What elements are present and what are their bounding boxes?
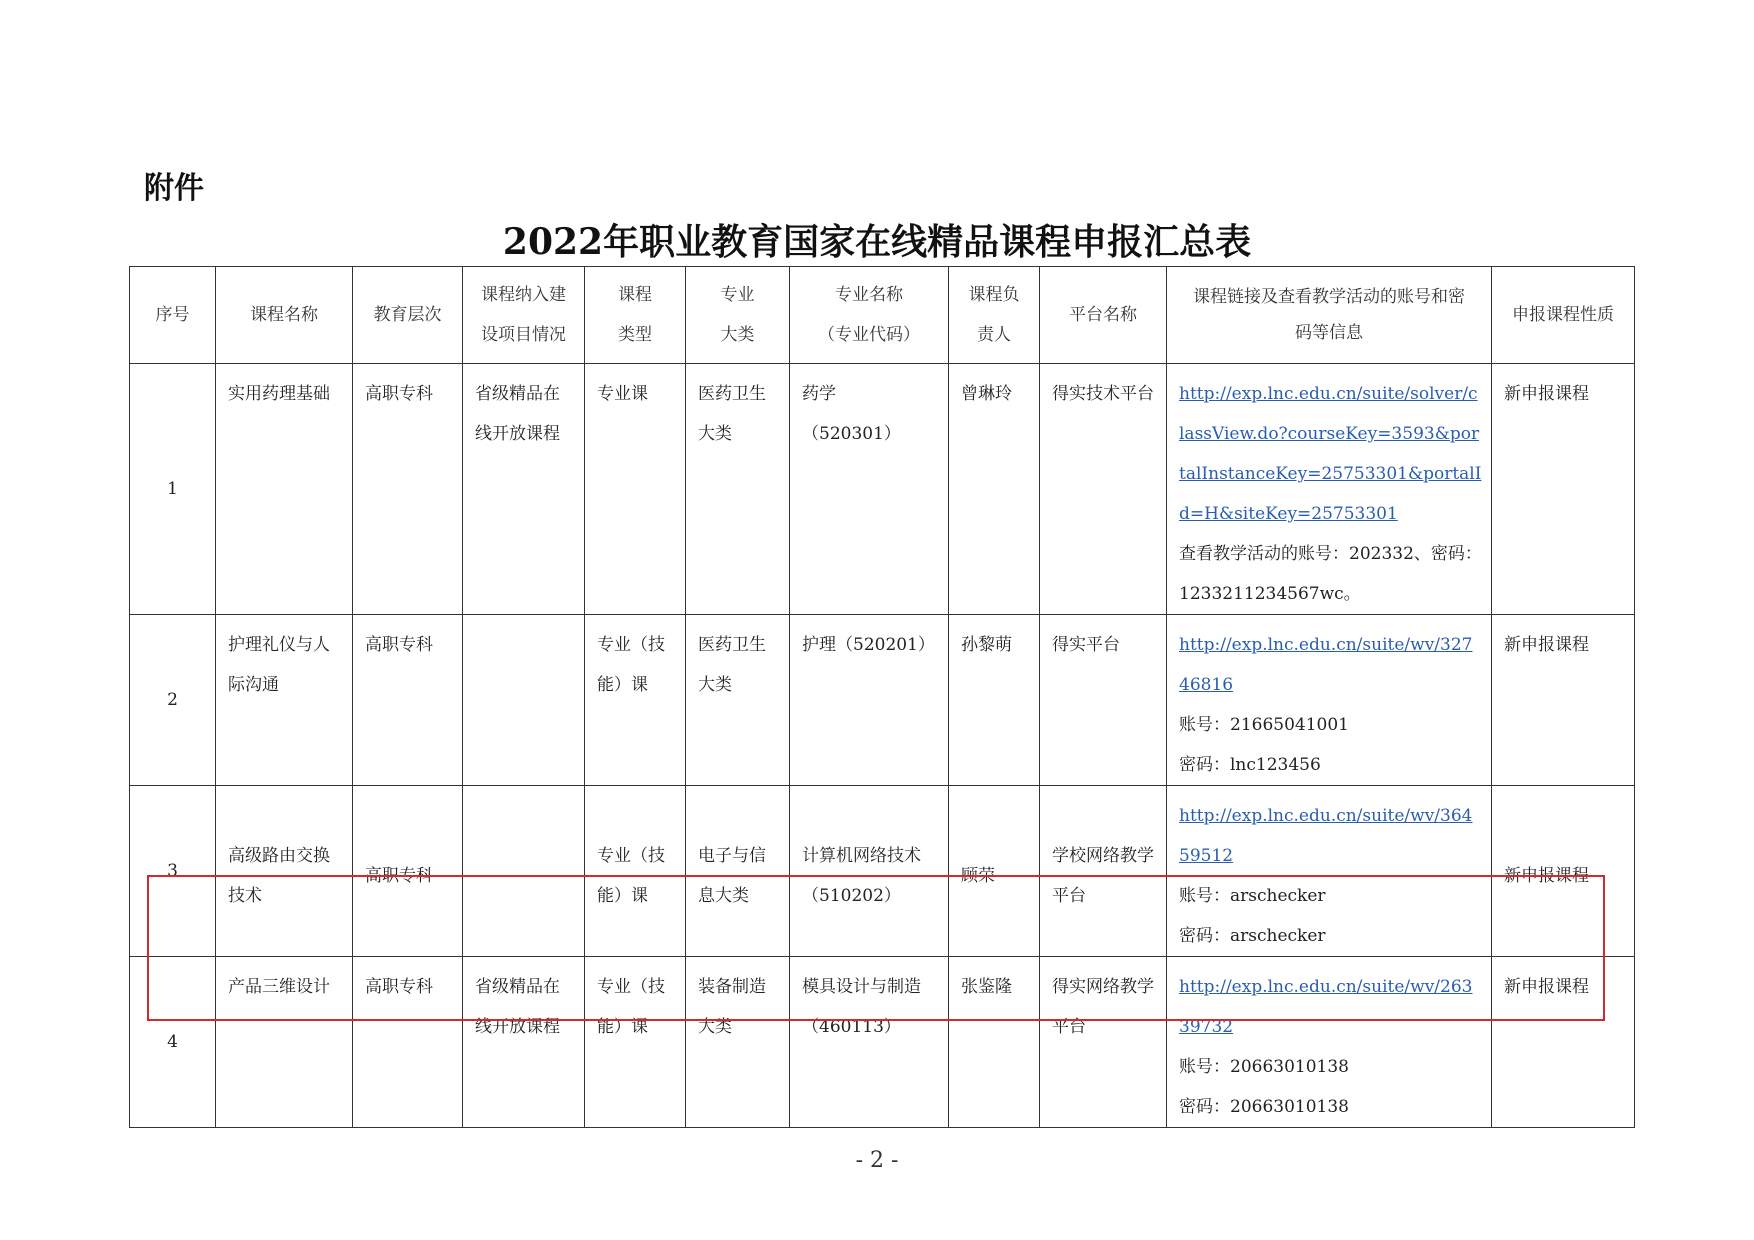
password: 密码：20663010138 bbox=[1179, 1097, 1349, 1117]
project-status: 省级精品在线开放课程 bbox=[463, 364, 585, 615]
course-link-cell bbox=[1167, 615, 1492, 786]
education-level: 高职专科 bbox=[353, 786, 463, 957]
page-number: - 2 - bbox=[855, 1148, 899, 1173]
course-name: 产品三维设计 bbox=[216, 957, 353, 1128]
header-category-line2: 大类 bbox=[720, 325, 755, 345]
header-index: 序号 bbox=[130, 267, 216, 364]
header-type-line2: 类型 bbox=[618, 325, 652, 345]
major-name-text: 药学 bbox=[802, 384, 836, 404]
platform-name: 得实网络教学平台 bbox=[1040, 957, 1167, 1128]
header-project-line2: 设项目情况 bbox=[481, 325, 566, 345]
platform-name: 学校网络教学平台 bbox=[1040, 786, 1167, 957]
account: 账号：arschecker bbox=[1179, 886, 1326, 906]
header-level: 教育层次 bbox=[353, 267, 463, 364]
course-leader: 顾荣 bbox=[949, 786, 1040, 957]
course-link[interactable]: http://exp.lnc.edu.cn/suite/wv/36459512 bbox=[1179, 806, 1473, 866]
course-name: 护理礼仪与人际沟通 bbox=[216, 615, 353, 786]
table-header-row bbox=[130, 267, 1635, 364]
education-level: 高职专科 bbox=[353, 615, 463, 786]
course-link-cell bbox=[1167, 957, 1492, 1128]
course-type: 专业（技能）课 bbox=[585, 957, 686, 1128]
course-link[interactable]: http://exp.lnc.edu.cn/suite/wv/32746816 bbox=[1179, 635, 1473, 695]
course-name: 高级路由交换技术 bbox=[216, 786, 353, 957]
header-type-line1: 课程 bbox=[618, 285, 652, 305]
project-status: 省级精品在线开放课程 bbox=[463, 957, 585, 1128]
table-row bbox=[130, 786, 1635, 957]
course-nature: 新申报课程 bbox=[1492, 957, 1635, 1128]
row-index: 2 bbox=[130, 615, 216, 786]
header-project-line1: 课程纳入建 bbox=[481, 285, 566, 305]
table-row bbox=[130, 364, 1635, 615]
table-row bbox=[130, 615, 1635, 786]
education-level: 高职专科 bbox=[353, 364, 463, 615]
major-name bbox=[790, 957, 949, 1128]
course-leader: 曾琳玲 bbox=[949, 364, 1040, 615]
header-category-line1: 专业 bbox=[720, 285, 755, 305]
header-leader-line2: 责人 bbox=[977, 325, 1011, 345]
course-link[interactable]: http://exp.lnc.edu.cn/suite/wv/26339732 bbox=[1179, 977, 1473, 1037]
project-status bbox=[463, 615, 585, 786]
header-link-line2: 码等信息 bbox=[1295, 323, 1363, 343]
attachment-label: 附件 bbox=[144, 171, 204, 206]
course-nature: 新申报课程 bbox=[1492, 364, 1635, 615]
header-major-line2: （专业代码） bbox=[818, 325, 920, 345]
account: 账号：21665041001 bbox=[1179, 715, 1349, 735]
header-category bbox=[686, 267, 790, 364]
account: 账号：20663010138 bbox=[1179, 1057, 1349, 1077]
course-leader: 孙黎萌 bbox=[949, 615, 1040, 786]
major-category: 电子与信息大类 bbox=[686, 786, 790, 957]
password: 密码：arschecker bbox=[1179, 926, 1326, 946]
course-type: 专业（技能）课 bbox=[585, 786, 686, 957]
header-type bbox=[585, 267, 686, 364]
account-info: 查看教学活动的账号：202332、密码：1233211234567wc。 bbox=[1179, 544, 1482, 604]
education-level: 高职专科 bbox=[353, 957, 463, 1128]
course-name: 实用药理基础 bbox=[216, 364, 353, 615]
header-leader-line1: 课程负 bbox=[968, 285, 1020, 305]
course-nature: 新申报课程 bbox=[1492, 786, 1635, 957]
major-category: 医药卫生大类 bbox=[686, 615, 790, 786]
course-leader: 张鉴隆 bbox=[949, 957, 1040, 1128]
course-type: 专业（技能）课 bbox=[585, 615, 686, 786]
major-code: （520301） bbox=[802, 424, 901, 444]
table-row bbox=[130, 957, 1635, 1128]
header-course-name: 课程名称 bbox=[216, 267, 353, 364]
header-platform: 平台名称 bbox=[1040, 267, 1167, 364]
course-link-cell bbox=[1167, 786, 1492, 957]
course-type: 专业课 bbox=[585, 364, 686, 615]
course-link[interactable]: http://exp.lnc.edu.cn/suite/solver/classView.do?courseKey=3593&portalInstanceKey=25753301&portalId=H&siteKey=25753301 bbox=[1179, 384, 1482, 524]
row-index: 4 bbox=[130, 957, 216, 1128]
platform-name: 得实平台 bbox=[1040, 615, 1167, 786]
password: 密码：lnc123456 bbox=[1179, 755, 1321, 775]
header-link bbox=[1167, 267, 1492, 364]
major-name: 计算机网络技术（510202） bbox=[790, 786, 949, 957]
course-link-cell bbox=[1167, 364, 1492, 615]
header-nature: 申报课程性质 bbox=[1492, 267, 1635, 364]
course-nature: 新申报课程 bbox=[1492, 615, 1635, 786]
major-name: 护理（520201） bbox=[790, 615, 949, 786]
major-name bbox=[790, 364, 949, 615]
course-summary-table bbox=[129, 266, 1635, 1128]
major-code: （460113） bbox=[802, 1017, 901, 1037]
platform-name: 得实技术平台 bbox=[1040, 364, 1167, 615]
major-category: 装备制造大类 bbox=[686, 957, 790, 1128]
major-category: 医药卫生大类 bbox=[686, 364, 790, 615]
row-index: 1 bbox=[130, 364, 216, 615]
header-project bbox=[463, 267, 585, 364]
row-index: 3 bbox=[130, 786, 216, 957]
header-link-line1: 课程链接及查看教学活动的账号和密 bbox=[1193, 287, 1465, 307]
header-major-line1: 专业名称 bbox=[835, 285, 903, 305]
project-status bbox=[463, 786, 585, 957]
header-major bbox=[790, 267, 949, 364]
major-name-text: 模具设计与制造 bbox=[802, 977, 921, 997]
header-leader bbox=[949, 267, 1040, 364]
document-title: 2022年职业教育国家在线精品课程申报汇总表 bbox=[502, 221, 1252, 263]
